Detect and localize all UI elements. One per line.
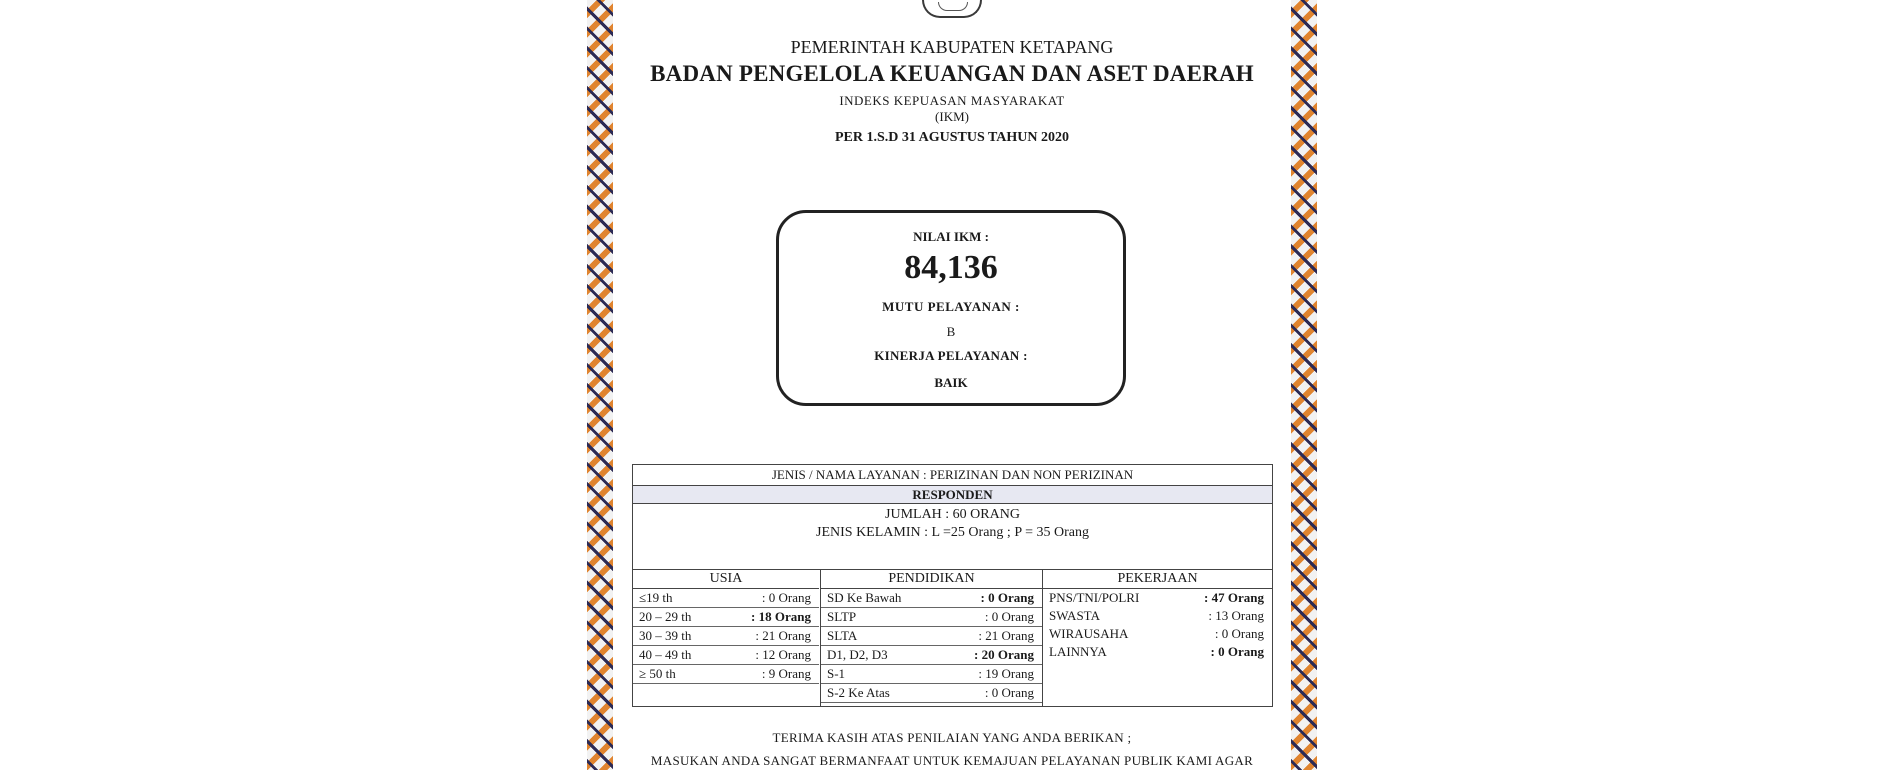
occupation-column (1042, 570, 1272, 706)
table-row (821, 684, 1042, 703)
row-value: : 47 Orang (1204, 590, 1264, 605)
row-value: : 21 Orang (755, 628, 811, 643)
education-column (820, 570, 1042, 706)
row-label: LAINNYA (1049, 644, 1107, 659)
row-label: SWASTA (1049, 608, 1100, 623)
agency-title: BADAN PENGELOLA KEUANGAN DAN ASET DAERAH (650, 61, 1254, 86)
row-value: : 0 Orang (1210, 644, 1264, 659)
row-value: : 21 Orang (978, 628, 1034, 643)
row-label: S-1 (827, 666, 846, 681)
nilai-ikm-value: 84,136 (904, 249, 998, 286)
index-abbreviation: (IKM) (935, 109, 969, 124)
table-row (633, 589, 819, 608)
age-column (633, 570, 819, 706)
mutu-pelayanan-label: MUTU PELAYANAN : (882, 299, 1020, 314)
row-value: : 9 Orang (761, 666, 811, 681)
table-row (633, 646, 819, 665)
row-value: : 20 Orang (974, 647, 1034, 662)
occupation-column-header: PEKERJAAN (1043, 570, 1272, 589)
age-column-header: USIA (633, 570, 819, 589)
table-row (1043, 589, 1272, 607)
table-row (821, 608, 1042, 627)
nilai-ikm-label: NILAI IKM : (913, 229, 989, 244)
regency-emblem-icon (922, 0, 982, 18)
row-label: 40 – 49 th (639, 647, 692, 662)
government-heading: PEMERINTAH KABUPATEN KETAPANG (790, 37, 1114, 57)
table-row (1043, 607, 1272, 625)
thank-you-note: TERIMA KASIH ATAS PENILAIAN YANG ANDA BERIKAN ; (772, 730, 1132, 745)
row-label: PNS/TNI/POLRI (1049, 590, 1140, 605)
table-row (821, 627, 1042, 646)
row-label: WIRAUSAHA (1049, 626, 1129, 641)
ikm-score-box (776, 210, 1126, 406)
table-row (633, 608, 819, 627)
respondent-count: JUMLAH : 60 ORANG (885, 507, 1020, 522)
row-label: SD Ke Bawah (827, 590, 902, 605)
demographics-table (633, 569, 1272, 706)
table-row (821, 589, 1042, 608)
row-value: : 12 Orang (755, 647, 811, 662)
row-value: : 19 Orang (978, 666, 1034, 681)
decorative-border-left (587, 0, 613, 770)
period-label: PER 1.S.D 31 AGUSTUS TAHUN 2020 (834, 130, 1070, 145)
feedback-note: MASUKAN ANDA SANGAT BERMANFAAT UNTUK KEMAJUAN PELAYANAN PUBLIK KAMI AGAR (650, 753, 1254, 768)
row-value: : 0 Orang (980, 590, 1034, 605)
row-value: : 0 Orang (761, 590, 811, 605)
row-value: : 13 Orang (1208, 608, 1264, 623)
respondent-table (632, 464, 1273, 707)
respondent-gender: JENIS KELAMIN : L =25 Orang ; P = 35 Orang (816, 525, 1089, 540)
kinerja-pelayanan-label: KINERJA PELAYANAN : (874, 348, 1028, 363)
row-label: SLTP (827, 609, 857, 624)
row-value: : 0 Orang (984, 685, 1034, 700)
row-label: 30 – 39 th (639, 628, 692, 643)
row-value: : 18 Orang (751, 609, 811, 624)
service-type: JENIS / NAMA LAYANAN : PERIZINAN DAN NON PERIZINAN (633, 465, 1272, 486)
table-row (633, 665, 819, 684)
education-column-header: PENDIDIKAN (821, 570, 1042, 589)
row-label: 20 – 29 th (639, 609, 692, 624)
index-title: INDEKS KEPUASAN MASYARAKAT (839, 93, 1065, 108)
row-label: ≥ 50 th (639, 666, 676, 681)
table-row (633, 627, 819, 646)
kinerja-pelayanan-value: BAIK (934, 375, 968, 390)
decorative-border-right (1291, 0, 1317, 770)
row-value: : 0 Orang (984, 609, 1034, 624)
respondent-header: RESPONDEN (633, 486, 1272, 504)
table-row (821, 665, 1042, 684)
row-label: SLTA (827, 628, 858, 643)
row-value: : 0 Orang (1214, 626, 1264, 641)
table-row (821, 646, 1042, 665)
row-label: ≤19 th (639, 590, 673, 605)
table-row (1043, 625, 1272, 643)
row-label: S-2 Ke Atas (827, 685, 890, 700)
table-row (1043, 643, 1272, 661)
mutu-pelayanan-value: B (946, 324, 956, 339)
row-label: D1, D2, D3 (827, 647, 888, 662)
